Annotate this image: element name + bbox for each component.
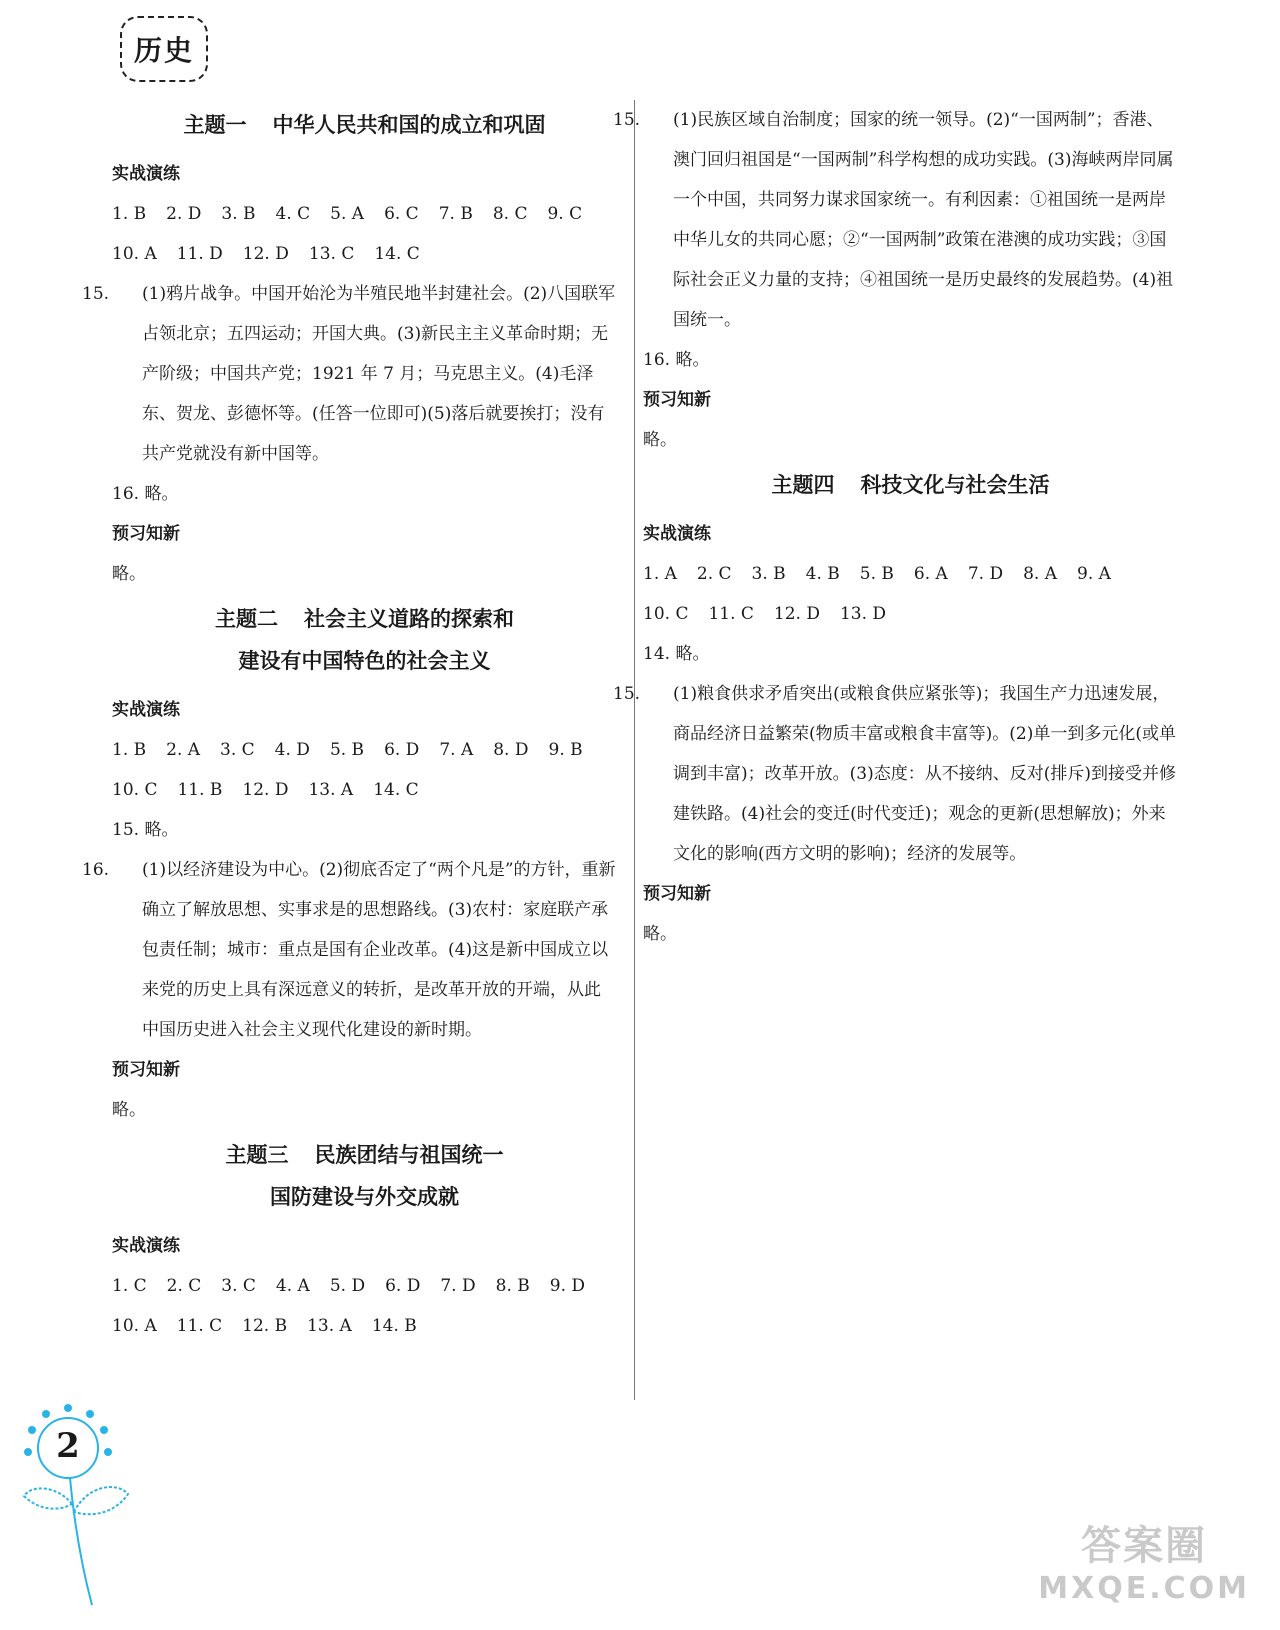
- question-number: 15.: [613, 110, 641, 130]
- answer: 10. A: [112, 1316, 157, 1336]
- topic2-title-line1: 社会主义道路的探索和: [304, 607, 514, 631]
- topic1-answers-row2: [112, 234, 617, 274]
- topic4-preview-text: 略。: [643, 924, 677, 944]
- question-answer: (1)鸦片战争。中国开始沦为半殖民地半封建社会。(2)八国联军占领北京；五四运动；开国大典。(3)新民主主义革命时期；无产阶级；中国共产党；1921 年 7 月；马克思主义。(4)毛泽东、贺龙、彭德怀等。(任答一位即可)(5)落后就要挨打；没有共产党就没有新中国等。: [142, 284, 616, 464]
- topic3-q15: [613, 100, 1178, 340]
- topic2-heading: [112, 604, 617, 676]
- answer: 11. C: [708, 604, 754, 624]
- topic4-practice-label: 实战演练: [643, 524, 711, 544]
- watermark-line1: 答案圈: [1081, 1523, 1208, 1569]
- answer: 3. B: [221, 204, 256, 224]
- watermark-line2: MXQE.COM: [1038, 1571, 1250, 1606]
- right-column: [613, 100, 1178, 954]
- answer: 2. C: [696, 564, 732, 584]
- topic4-answers-row2: [643, 594, 1178, 634]
- question-answer: (1)民族区域自治制度；国家的统一领导。(2)“一国两制”；香港、澳门回归祖国是“一国两制”科学构想的成功实践。(3)海峡两岸同属一个中国，共同努力谋求国家统一。有利因素：①祖国统一是两岸中华儿女的共同心愿；②“一国两制”政策在港澳的成功实践；③国际社会正义力量的支持；④祖国统一是历史最终的发展趋势。(4)祖国统一。: [673, 110, 1174, 330]
- topic1-preview-label: 预习知新: [112, 524, 180, 544]
- answer: 2. D: [166, 204, 202, 224]
- answer: 8. C: [492, 204, 528, 224]
- topic4-q15: [613, 674, 1178, 874]
- answer: 11. B: [177, 780, 223, 800]
- topic3-q16: 16. 略。: [643, 350, 710, 370]
- answer: 14. C: [373, 780, 419, 800]
- answer: 5. B: [859, 564, 894, 584]
- topic3-preview-label: 预习知新: [643, 390, 711, 410]
- answer: 8. D: [493, 740, 529, 760]
- topic2-q15: 15. 略。: [112, 820, 179, 840]
- answer: 4. A: [275, 1276, 310, 1296]
- topic2-preview-label: 预习知新: [112, 1060, 180, 1080]
- topic1-answers-row1: [112, 194, 617, 234]
- answer: 12. D: [242, 780, 289, 800]
- topic3-preview-text: 略。: [643, 430, 677, 450]
- question-number: 15.: [82, 284, 110, 304]
- answer: 10. A: [112, 244, 157, 264]
- answer: 14. C: [374, 244, 420, 264]
- answer: 7. A: [439, 740, 474, 760]
- topic4-answers-row1: [643, 554, 1178, 594]
- topic1-practice-label: 实战演练: [112, 164, 180, 184]
- topic1-title: 中华人民共和国的成立和巩固: [272, 113, 546, 137]
- topic4-q14: 14. 略。: [643, 644, 710, 664]
- answer: 1. B: [112, 740, 147, 760]
- question-answer: (1)粮食供求矛盾突出(或粮食供应紧张等)；我国生产力迅速发展，商品经济日益繁荣(物质丰富或粮食丰富等)。(2)单一到多元化(或单调到丰富)；改革开放。(3)态度：从不接纳、反对(排斥)到接受并修建铁路。(4)社会的变迁(时代变迁)；观念的更新(思想解放)；外来文化的影响(西方文明的影响)；经济的发展等。: [673, 684, 1176, 864]
- answer: 13. A: [307, 1316, 352, 1336]
- topic2-answers-row1: [112, 730, 617, 770]
- answer: 13. D: [839, 604, 887, 624]
- answer: 5. D: [329, 1276, 366, 1296]
- topic1-number: 主题一: [183, 113, 247, 137]
- question-number: 15.: [613, 684, 641, 704]
- topic2-q16: [82, 850, 617, 1050]
- answer: 9. D: [549, 1276, 586, 1296]
- answer: 5. B: [329, 740, 365, 760]
- topic4-number: 主题四: [771, 473, 835, 497]
- answer: 3. B: [751, 564, 786, 584]
- watermark: [1038, 1514, 1250, 1606]
- answer: 10. C: [643, 604, 689, 624]
- topic2-title-line2: 建设有中国特色的社会主义: [238, 649, 491, 673]
- topic3-answers-row1: [112, 1266, 617, 1306]
- answer: 13. C: [308, 244, 355, 264]
- answer: 2. A: [166, 740, 201, 760]
- answer: 1. B: [112, 204, 147, 224]
- question-number: 16.: [82, 860, 110, 880]
- topic3-practice-label: 实战演练: [112, 1236, 180, 1256]
- answer: 6. D: [384, 740, 420, 760]
- answer: 3. C: [220, 740, 255, 760]
- topic3-title-line1: 民族团结与祖国统一: [314, 1143, 504, 1167]
- topic2-practice-label: 实战演练: [112, 700, 180, 720]
- answer: 8. B: [495, 1276, 530, 1296]
- topic3-number: 主题三: [225, 1143, 289, 1167]
- topic1-q15: [82, 274, 617, 474]
- topic4-preview-label: 预习知新: [643, 884, 711, 904]
- subject-title: 历史: [133, 34, 194, 67]
- answer: 7. D: [440, 1276, 476, 1296]
- topic1-preview-text: 略。: [112, 564, 146, 584]
- topic1-heading: [112, 110, 617, 140]
- topic3-title-line2: 国防建设与外交成就: [270, 1185, 459, 1209]
- answer: 9. B: [548, 740, 583, 760]
- answer: 5. A: [330, 204, 365, 224]
- answer: 14. B: [371, 1316, 417, 1336]
- answer: 2. C: [166, 1276, 202, 1296]
- answer: 1. A: [643, 564, 677, 584]
- answer: 7. D: [967, 564, 1004, 584]
- answer: 3. C: [221, 1276, 256, 1296]
- answer: 11. D: [176, 244, 223, 264]
- topic2-number: 主题二: [215, 607, 278, 631]
- question-answer: (1)以经济建设为中心。(2)彻底否定了“两个凡是”的方针，重新确立了解放思想、实事求是的思想路线。(3)农村：家庭联产承包责任制；城市：重点是国有企业改革。(4)这是新中国成立以来党的历史上具有深远意义的转折，是改革开放的开端，从此中国历史进入社会主义现代化建设的新时期。: [142, 860, 616, 1040]
- answer: 12. D: [773, 604, 820, 624]
- answer: 12. B: [242, 1316, 288, 1336]
- column-divider: [634, 100, 635, 1400]
- topic2-answers-row2: [112, 770, 617, 810]
- page-number: 2: [56, 1426, 80, 1466]
- answer: 10. C: [112, 780, 158, 800]
- answer: 9. A: [1077, 564, 1111, 584]
- subject-badge: [120, 16, 208, 82]
- answer: 13. A: [308, 780, 354, 800]
- answer: 4. B: [805, 564, 840, 584]
- answer: 8. A: [1023, 564, 1057, 584]
- answer: 4. D: [274, 740, 310, 760]
- topic2-preview-text: 略。: [112, 1100, 146, 1120]
- topic4-title: 科技文化与社会生活: [860, 473, 1050, 497]
- topic4-heading: [643, 470, 1178, 500]
- left-column: [82, 100, 617, 1346]
- answer: 6. D: [385, 1276, 421, 1296]
- topic3-heading: [112, 1140, 617, 1212]
- answer: 9. C: [547, 204, 583, 224]
- topic1-q16: 16. 略。: [112, 484, 179, 504]
- answer: 7. B: [438, 204, 473, 224]
- answer: 4. C: [275, 204, 311, 224]
- answer: 6. C: [384, 204, 419, 224]
- answer: 12. D: [242, 244, 289, 264]
- topic3-answers-row2: [112, 1306, 617, 1346]
- answer: 11. C: [176, 1316, 223, 1336]
- answer: 6. A: [913, 564, 948, 584]
- answer: 1. C: [112, 1276, 147, 1296]
